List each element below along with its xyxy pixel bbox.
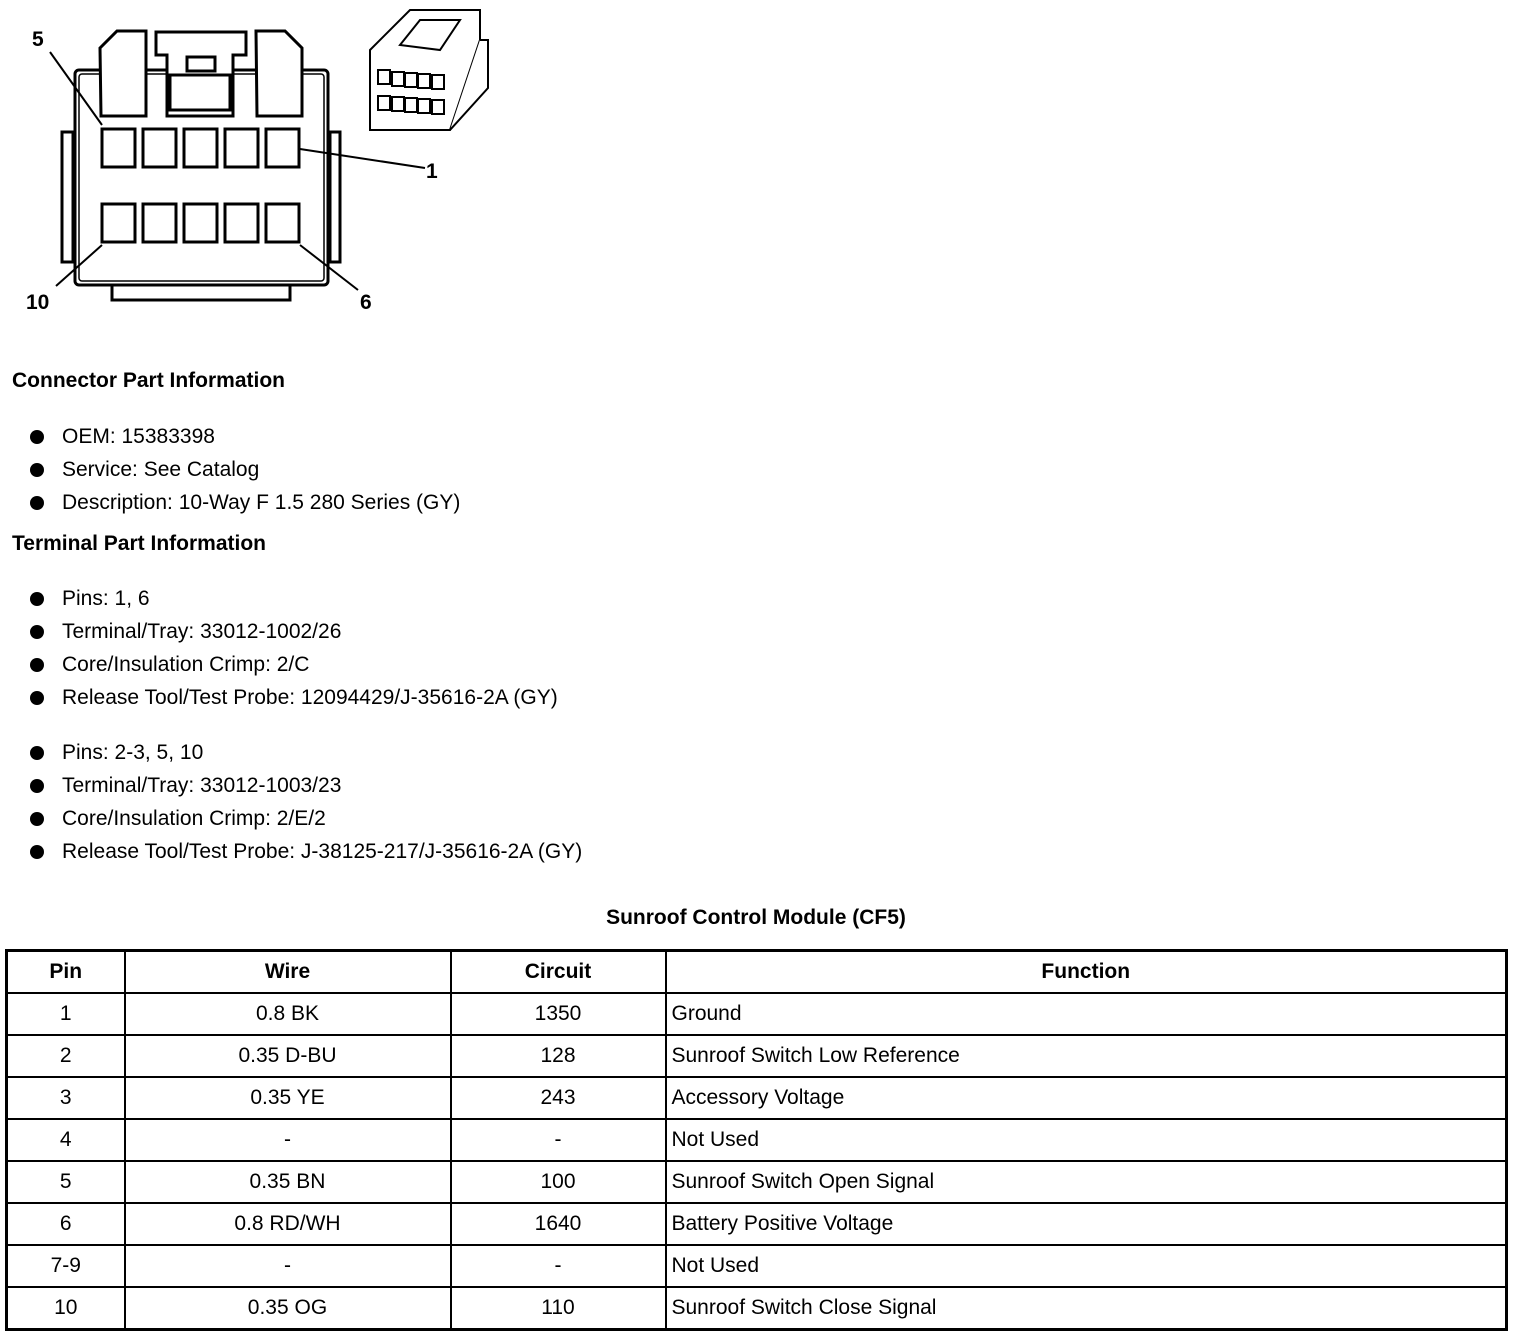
header-function: Function [666, 951, 1507, 994]
cell-function: Sunroof Switch Low Reference [666, 1035, 1507, 1077]
cell-circuit: 1640 [451, 1203, 666, 1245]
table-row [7, 993, 1507, 1035]
cell-wire: 0.8 BK [125, 993, 451, 1035]
list-item [30, 615, 558, 648]
cell-pin: 7-9 [7, 1245, 125, 1287]
cell-wire: 0.35 OG [125, 1287, 451, 1330]
connector-info-heading: Connector Part Information [12, 369, 286, 392]
bullet-icon [30, 812, 44, 826]
header-wire: Wire [125, 951, 451, 994]
cell-pin: 1 [7, 993, 125, 1035]
cell-wire: 0.35 BN [125, 1161, 451, 1203]
cell-function: Battery Positive Voltage [666, 1203, 1507, 1245]
cell-circuit: 100 [451, 1161, 666, 1203]
cell-function: Sunroof Switch Close Signal [666, 1287, 1507, 1330]
cell-circuit: 128 [451, 1035, 666, 1077]
item-text: OEM: 15383398 [62, 425, 215, 448]
item-text: Terminal/Tray: 33012-1003/23 [62, 774, 342, 797]
pin-label-10: 10 [26, 291, 50, 314]
connector-face [50, 31, 425, 300]
table-row [7, 1245, 1507, 1287]
pinout-table [5, 949, 1508, 1331]
list-item [30, 835, 582, 868]
table-row [7, 1119, 1507, 1161]
cell-wire: 0.8 RD/WH [125, 1203, 451, 1245]
table-header-row [7, 951, 1507, 994]
table-row [7, 1035, 1507, 1077]
cell-pin: 5 [7, 1161, 125, 1203]
bullet-icon [30, 625, 44, 639]
pin-label-5: 5 [32, 28, 44, 51]
pin-label-6: 6 [360, 291, 372, 314]
bullet-icon [30, 691, 44, 705]
cell-circuit: - [451, 1245, 666, 1287]
cell-pin: 10 [7, 1287, 125, 1330]
cell-circuit: 110 [451, 1287, 666, 1330]
cell-function: Accessory Voltage [666, 1077, 1507, 1119]
item-text: Pins: 1, 6 [62, 587, 150, 610]
cell-wire: - [125, 1245, 451, 1287]
item-text: Release Tool/Test Probe: 12094429/J-35616-2A (GY) [62, 686, 558, 709]
cell-circuit: 1350 [451, 993, 666, 1035]
bullet-icon [30, 592, 44, 606]
table-title: Sunroof Control Module (CF5) [606, 906, 906, 929]
item-text: Pins: 2-3, 5, 10 [62, 741, 204, 764]
cell-circuit: - [451, 1119, 666, 1161]
cell-circuit: 243 [451, 1077, 666, 1119]
cell-pin: 4 [7, 1119, 125, 1161]
terminal-info-list-1 [30, 582, 558, 714]
table-row [7, 1161, 1507, 1203]
list-item [30, 453, 460, 486]
cell-function: Not Used [666, 1119, 1507, 1161]
table-row [7, 1077, 1507, 1119]
list-item [30, 486, 460, 519]
bullet-icon [30, 463, 44, 477]
table-row [7, 1203, 1507, 1245]
item-text: Core/Insulation Crimp: 2/E/2 [62, 807, 326, 830]
table-row [7, 1287, 1507, 1330]
cell-function: Not Used [666, 1245, 1507, 1287]
cell-wire: 0.35 YE [125, 1077, 451, 1119]
header-circuit: Circuit [451, 951, 666, 994]
item-text: Core/Insulation Crimp: 2/C [62, 653, 310, 676]
connector-diagram [0, 0, 520, 330]
bullet-icon [30, 746, 44, 760]
bullet-icon [30, 845, 44, 859]
bullet-icon [30, 430, 44, 444]
item-text: Service: See Catalog [62, 458, 260, 481]
list-item [30, 681, 558, 714]
list-item [30, 582, 558, 615]
item-text: Release Tool/Test Probe: J-38125-217/J-35616-2A (GY) [62, 840, 583, 863]
cell-pin: 2 [7, 1035, 125, 1077]
cell-pin: 3 [7, 1077, 125, 1119]
item-text: Description: 10-Way F 1.5 280 Series (GY) [62, 491, 461, 514]
list-item [30, 802, 582, 835]
cell-function: Ground [666, 993, 1507, 1035]
pin-cavities [102, 129, 299, 242]
list-item [30, 420, 460, 453]
header-pin: Pin [7, 951, 125, 994]
pin-label-1: 1 [426, 160, 438, 183]
bullet-icon [30, 496, 44, 510]
bullet-icon [30, 779, 44, 793]
cell-wire: - [125, 1119, 451, 1161]
terminal-info-heading: Terminal Part Information [12, 532, 266, 555]
list-item [30, 648, 558, 681]
connector-3d-view [370, 10, 488, 130]
terminal-info-list-2 [30, 736, 582, 868]
list-item [30, 736, 582, 769]
bullet-icon [30, 658, 44, 672]
connector-info-list [30, 420, 460, 519]
cell-function: Sunroof Switch Open Signal [666, 1161, 1507, 1203]
list-item [30, 769, 582, 802]
cell-pin: 6 [7, 1203, 125, 1245]
cell-wire: 0.35 D-BU [125, 1035, 451, 1077]
item-text: Terminal/Tray: 33012-1002/26 [62, 620, 342, 643]
